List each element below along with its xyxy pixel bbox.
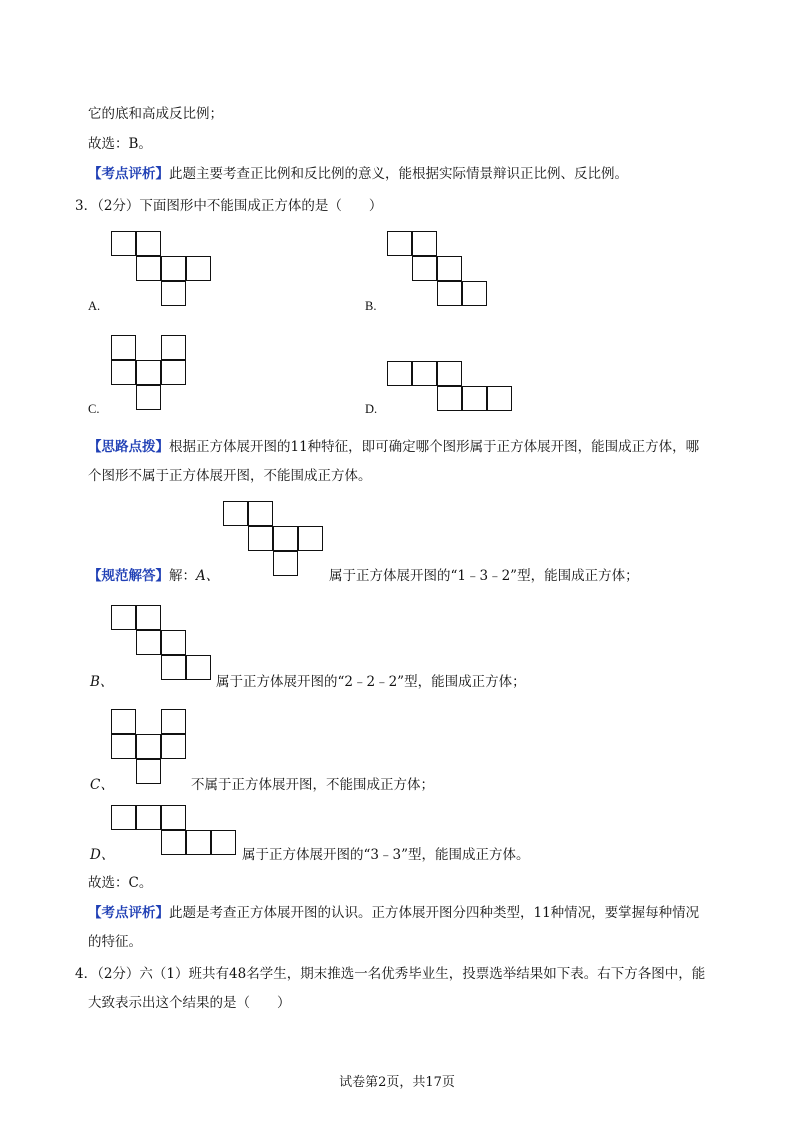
- comment-tag: 【考点评析】: [88, 905, 169, 921]
- solution-c-text: 不属于正方体展开图，不能围成正方体；: [191, 777, 434, 793]
- question-3-answer: 故选：C。: [88, 875, 153, 891]
- hint-text: 根据正方体展开图的11种特征，即可确定哪个图形属于正方体展开图，能围成正方体，哪: [169, 439, 700, 455]
- solution-lead: 解：: [169, 568, 196, 584]
- solution-d-text: 属于正方体展开图的“3﹣3”型，能围成正方体。: [242, 847, 530, 863]
- question-4-stem-line-2: 大致表示出这个结果的是（ ）: [88, 995, 291, 1011]
- hint-line-1: [88, 437, 699, 457]
- comment-tag: 【考点评析】: [88, 166, 169, 182]
- prev-comment: [88, 164, 628, 184]
- hint-tag: 【思路点拨】: [88, 439, 169, 455]
- solution-a-text: 属于正方体展开图的“1﹣3﹣2”型，能围成正方体；: [329, 568, 639, 584]
- solution-line-a: [88, 566, 219, 586]
- option-a-label: A.: [88, 299, 101, 313]
- option-d-label: D.: [365, 402, 378, 416]
- comment-text: 此题主要考查正比例和反比例的意义，能根据实际情景辩识正比例、反比例。: [169, 166, 628, 182]
- solution-c-label: C、: [90, 777, 114, 793]
- question-3-comment-line-2: 的特征。: [88, 934, 142, 950]
- option-b-label: B.: [365, 299, 377, 313]
- hint-line-2: 个图形不属于正方体展开图，不能围成正方体。: [88, 468, 372, 484]
- solution-tag: 【规范解答】: [88, 568, 169, 584]
- solution-b-text: 属于正方体展开图的“2﹣2﹣2”型，能围成正方体；: [216, 674, 526, 690]
- question-3-comment-line-1: [88, 903, 699, 923]
- question-3-stem: 3．（2分）下面图形中不能围成正方体的是（ ）: [75, 198, 383, 214]
- solution-a-label: A、: [196, 568, 220, 584]
- question-4-stem-line-1: 4．（2分）六（1）班共有48名学生，期末推选一名优秀毕业生，投票选举结果如下表。右下方各图中，能: [75, 966, 706, 982]
- option-c-label: C.: [88, 402, 100, 416]
- solution-d-label: D、: [90, 847, 115, 863]
- comment-text: 此题是考查正方体展开图的认识。正方体展开图分四种类型，11种情况，要掌握每种情况: [169, 905, 700, 921]
- page-footer: 试卷第2页，共17页: [339, 1075, 455, 1090]
- prev-text-line: 它的底和高成反比例；: [88, 106, 223, 122]
- prev-answer: 故选：B。: [88, 136, 152, 152]
- solution-b-label: B、: [90, 674, 114, 690]
